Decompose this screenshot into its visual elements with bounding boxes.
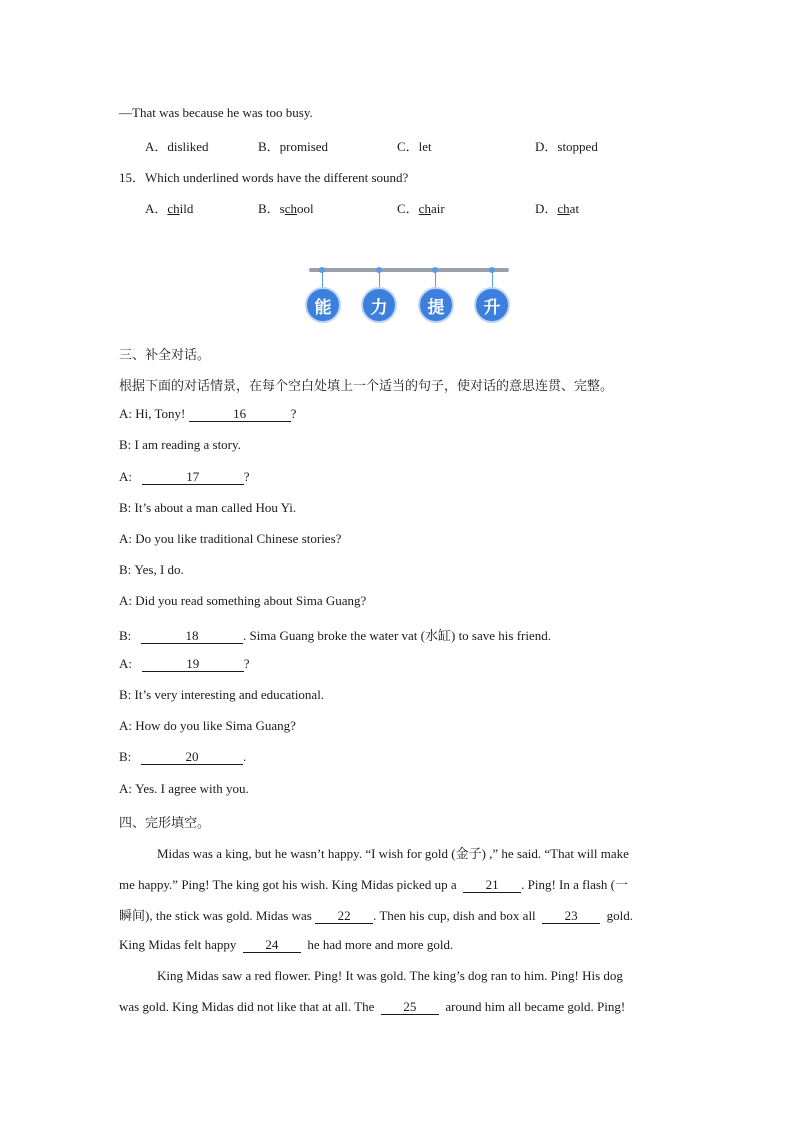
banner-bar	[309, 268, 509, 272]
previous-answer-line: —That was because he was too busy.	[119, 105, 313, 120]
passage-line: King Midas saw a red flower. Ping! It was gold. The king’s dog ran to him. Ping! His dog	[157, 968, 623, 983]
q15-stem: 15．Which underlined words have the different sound?	[119, 170, 409, 185]
blank-17[interactable]: 17	[142, 470, 244, 485]
passage-line: Midas was a king, but he wasn’t happy. “I wish for gold (金子) ,” he said. “That will make	[157, 846, 629, 861]
q15-option-c[interactable]: C．chair	[397, 201, 445, 216]
q14-option-d[interactable]: D．stopped	[535, 139, 598, 154]
dialogue-line: A: Hi, Tony! 16 ?	[119, 406, 297, 421]
dialogue-line: B: 18 . Sima Guang broke the water vat (水缸) to save his friend.	[119, 628, 551, 643]
passage-line: 瞬间), the stick was gold. Midas was 22 . Then his cup, dish and box all 23 gold.	[119, 908, 634, 923]
section3-instruction: 根据下面的对话情景，在每个空白处填上一个适当的句子，使对话的意思连贯、完整。	[119, 379, 614, 394]
section4-title: 四、完形填空。	[119, 816, 211, 831]
banner-char-4: 升	[474, 287, 510, 323]
dialogue-line: B: 20 .	[119, 749, 247, 764]
blank-22[interactable]: 22	[315, 909, 373, 924]
blank-25[interactable]: 25	[381, 1000, 439, 1015]
blank-20[interactable]: 20	[141, 750, 243, 765]
banner-dot	[376, 267, 382, 273]
q14-option-a[interactable]: A．disliked	[145, 139, 209, 154]
dialogue-line: B: I am reading a story.	[119, 437, 241, 452]
dialogue-line: A: Yes. I agree with you.	[119, 781, 249, 796]
banner-dot	[432, 267, 438, 273]
dialogue-line: A: Do you like traditional Chinese stories?	[119, 531, 342, 546]
dialogue-line: B: Yes, I do.	[119, 562, 184, 577]
q15-option-d[interactable]: D．chat	[535, 201, 580, 216]
blank-18[interactable]: 18	[141, 629, 243, 644]
ability-banner	[305, 262, 515, 324]
q14-option-c[interactable]: C．let	[397, 139, 432, 154]
banner-dot	[319, 267, 325, 273]
dialogue-line: B: It’s very interesting and educational.	[119, 687, 325, 702]
dialogue-line: A: 17 ?	[119, 469, 250, 484]
dialogue-line: B: It’s about a man called Hou Yi.	[119, 500, 297, 515]
banner-dot	[489, 267, 495, 273]
q14-option-b[interactable]: B．promised	[258, 139, 329, 154]
passage-line: King Midas felt happy 24 he had more and more gold.	[119, 937, 454, 952]
dialogue-line: A: 19 ?	[119, 656, 250, 671]
banner-char-2: 力	[361, 287, 397, 323]
section3-title: 三、补全对话。	[119, 348, 211, 363]
blank-24[interactable]: 24	[243, 938, 301, 953]
blank-21[interactable]: 21	[463, 878, 521, 893]
banner-char-3: 提	[418, 287, 454, 323]
passage-line: me happy.” Ping! The king got his wish. King Midas picked up a 21 . Ping! In a flash (一	[119, 877, 628, 892]
q15-option-a[interactable]: A．child	[145, 201, 194, 216]
passage-line: was gold. King Midas did not like that at all. The 25 around him all became gold. Ping!	[119, 999, 626, 1014]
q15-option-b[interactable]: B．school	[258, 201, 314, 216]
q15-options	[0, 198, 794, 216]
dialogue-line: A: How do you like Sima Guang?	[119, 718, 296, 733]
dialogue-line: A: Did you read something about Sima Guang?	[119, 593, 367, 608]
q14-options	[0, 136, 794, 154]
blank-23[interactable]: 23	[542, 909, 600, 924]
blank-19[interactable]: 19	[142, 657, 244, 672]
blank-16[interactable]: 16	[189, 407, 291, 422]
banner-char-1: 能	[305, 287, 341, 323]
